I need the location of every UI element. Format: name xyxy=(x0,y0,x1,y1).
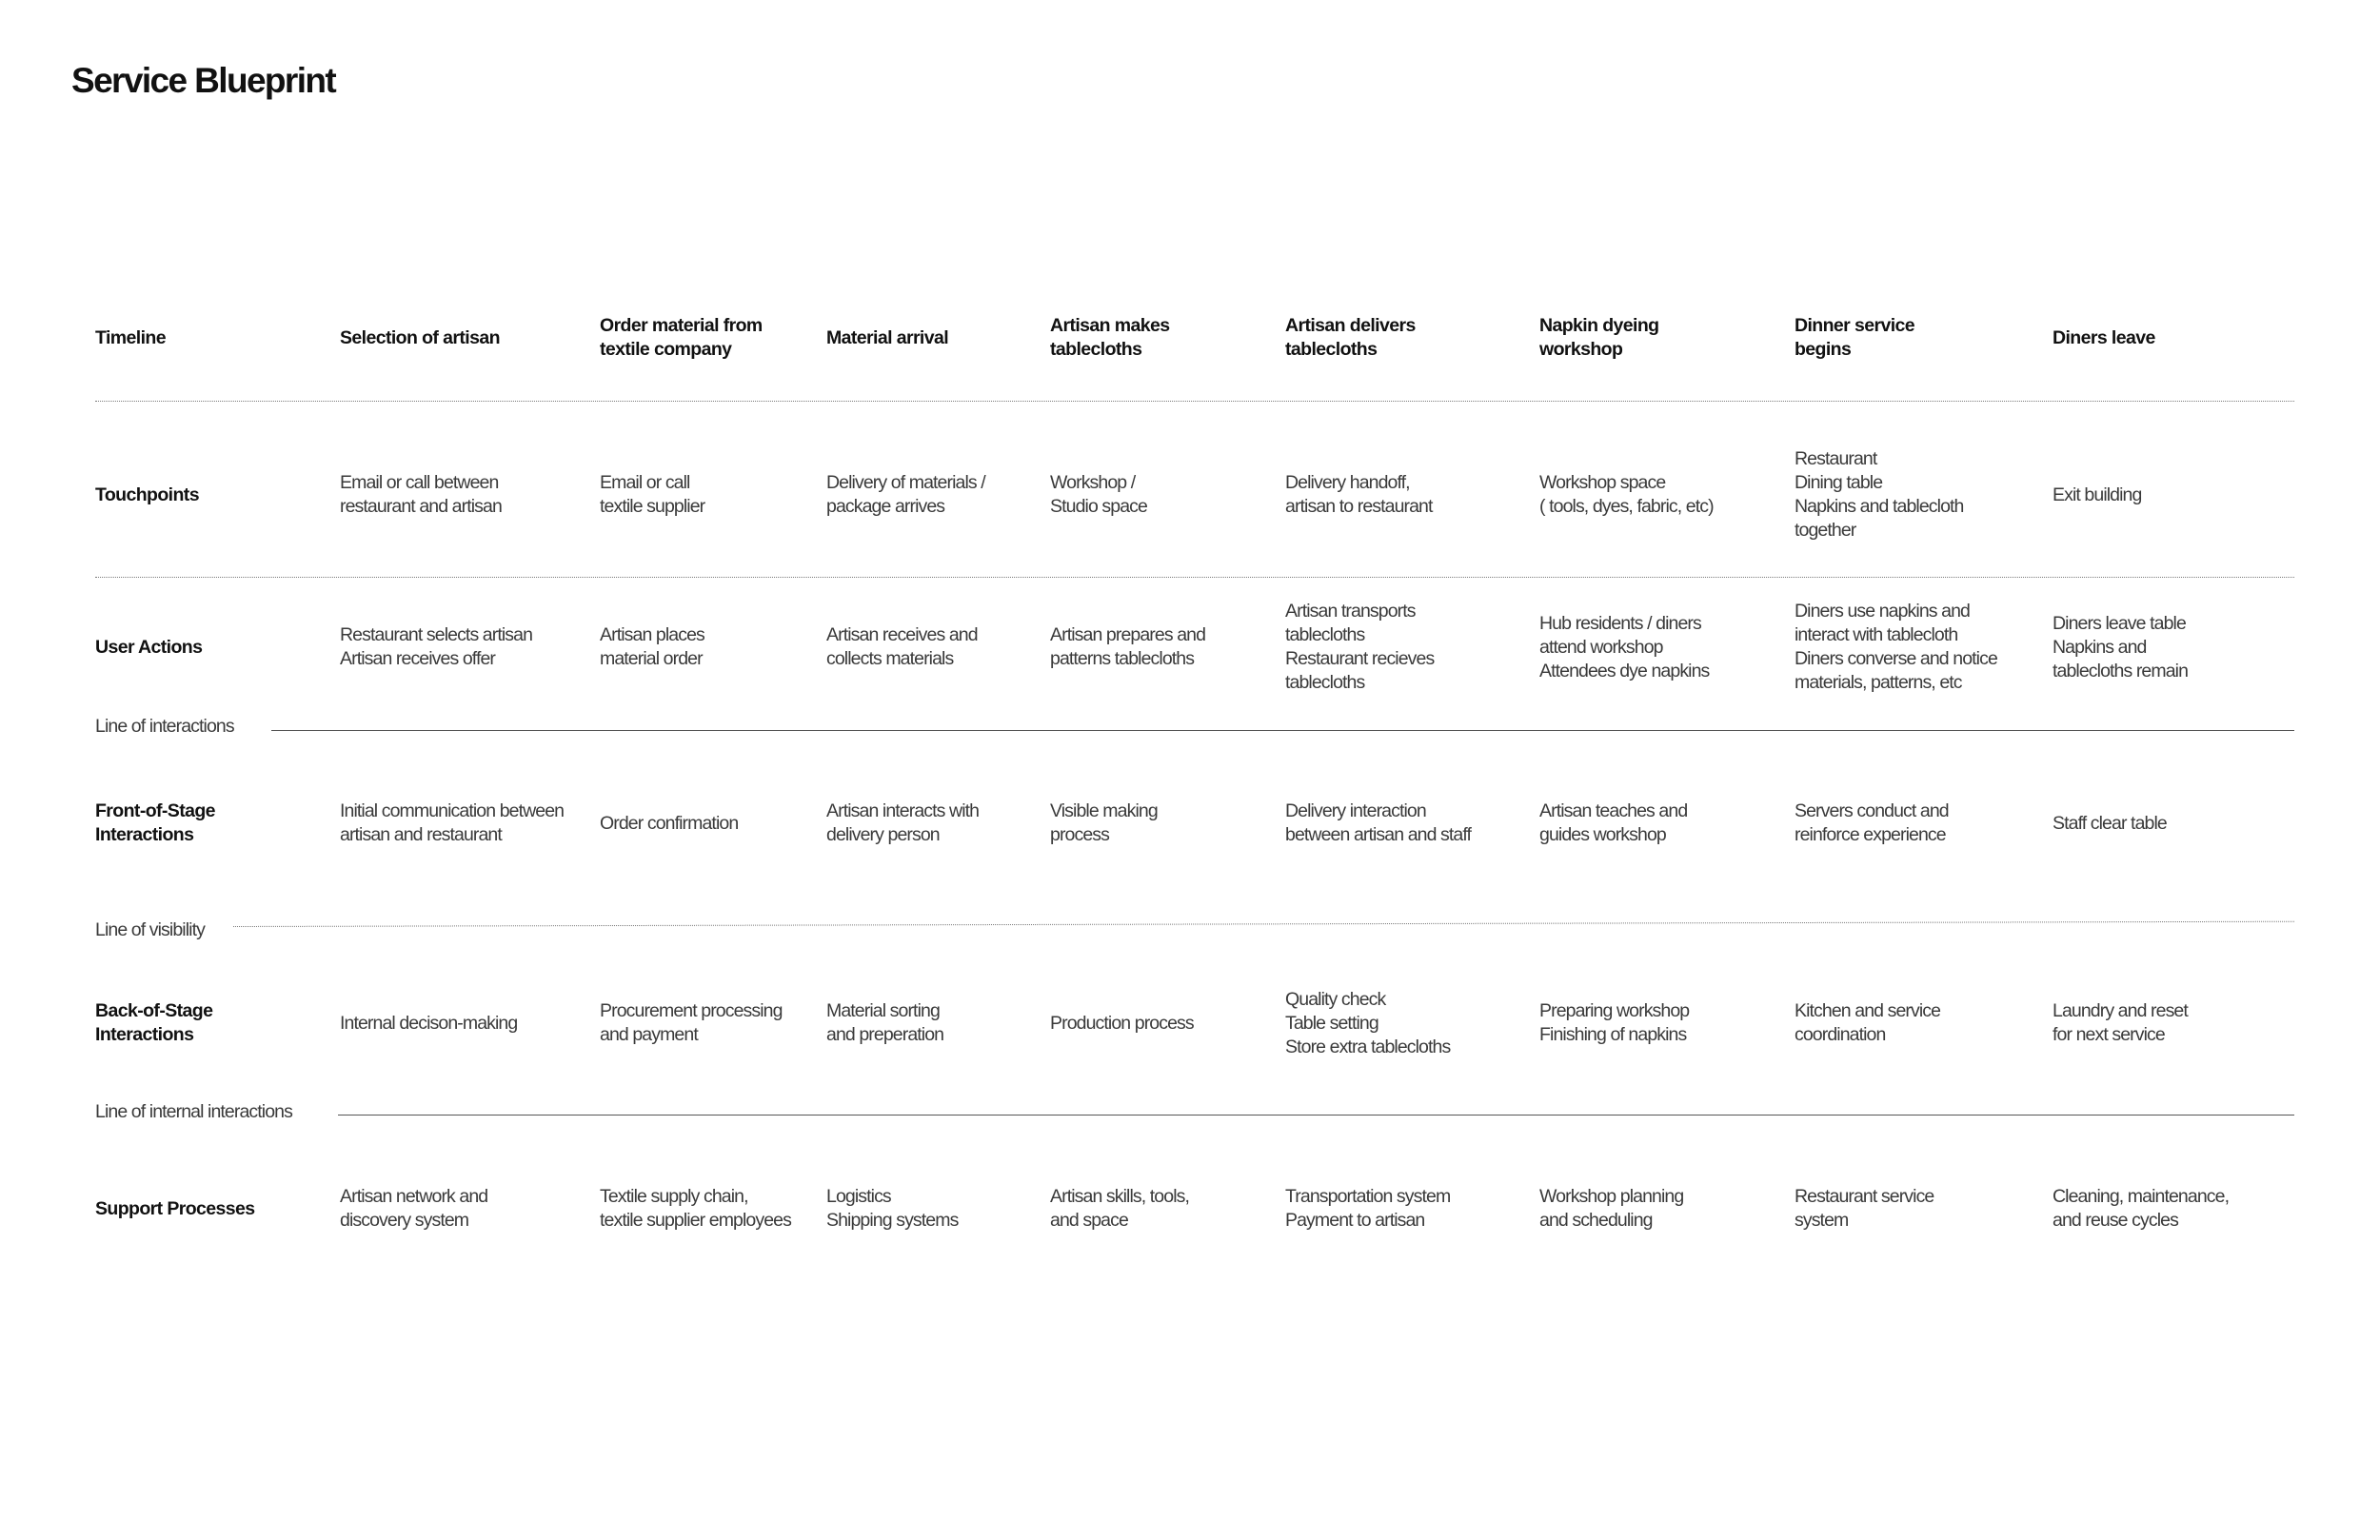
text-line: and space xyxy=(1050,1210,1128,1231)
text-line: Quality check xyxy=(1285,988,1386,1010)
text-line: attend workshop xyxy=(1539,636,1663,658)
text-line: Diners leave table xyxy=(2053,612,2186,634)
text-line: Restaurant recieves xyxy=(1285,648,1435,669)
text-line: and reuse cycles xyxy=(2053,1210,2178,1231)
row-front-stage xyxy=(0,790,2380,857)
blueprint-cell xyxy=(1795,447,1964,543)
blueprint-cell xyxy=(340,447,502,543)
blueprint-cell xyxy=(1795,790,1949,857)
text-line: coordination xyxy=(1795,1024,1886,1045)
row-user-actions xyxy=(0,600,2380,695)
blueprint-cell xyxy=(826,600,978,695)
divider-timeline xyxy=(95,401,2294,402)
blueprint-cell xyxy=(600,600,704,695)
timeline-step xyxy=(340,309,500,366)
text-line: collects materials xyxy=(826,648,954,669)
blueprint-cell xyxy=(826,447,985,543)
row-label xyxy=(95,447,199,543)
text-line: Payment to artisan xyxy=(1285,1210,1425,1231)
text-line: Interactions xyxy=(95,1024,194,1045)
text-line: tablecloths xyxy=(1285,672,1365,693)
text-line: Order confirmation xyxy=(600,812,739,834)
row-timeline xyxy=(0,309,2380,366)
page-title: Service Blueprint xyxy=(71,61,336,100)
text-line: Visible making xyxy=(1050,800,1158,821)
blueprint-cell xyxy=(2053,1180,2229,1237)
text-line: delivery person xyxy=(826,824,940,845)
text-line: and scheduling xyxy=(1539,1210,1653,1231)
timeline-step xyxy=(1539,309,1658,366)
text-line: Initial communication between xyxy=(340,800,565,821)
line-of-interactions-label: Line of interactions xyxy=(95,716,234,737)
text-line: for next service xyxy=(2053,1024,2165,1045)
blueprint-cell xyxy=(1539,447,1714,543)
text-line: Restaurant selects artisan xyxy=(340,624,533,645)
text-line: textile supplier employees xyxy=(600,1210,791,1231)
row-label xyxy=(95,1180,255,1237)
text-line: Artisan teaches and xyxy=(1539,800,1688,821)
line-of-visibility xyxy=(233,921,2294,927)
blueprint-cell xyxy=(1795,1180,1934,1237)
text-line: Workshop space xyxy=(1539,472,1666,493)
text-line: package arrives xyxy=(826,496,945,517)
text-line: process xyxy=(1050,824,1109,845)
timeline-step xyxy=(1795,309,1914,366)
text-line: reinforce experience xyxy=(1795,824,1946,845)
text-line: Napkins and xyxy=(2053,636,2147,658)
text-line: artisan and restaurant xyxy=(340,824,502,845)
text-line: Procurement processing xyxy=(600,1000,783,1021)
text-line: Table setting xyxy=(1285,1012,1378,1034)
blueprint-cell xyxy=(1539,790,1687,857)
text-line: system xyxy=(1795,1210,1849,1231)
text-line: Workshop / xyxy=(1050,472,1136,493)
text-line: Delivery interaction xyxy=(1285,800,1426,821)
text-line: restaurant and artisan xyxy=(340,496,502,517)
text-line: Selection of artisan xyxy=(340,326,500,348)
blueprint-cell xyxy=(1050,985,1194,1061)
row-label: Timeline xyxy=(95,326,166,348)
row-label xyxy=(95,985,212,1061)
blueprint-cell xyxy=(600,1180,791,1237)
text-line: Store extra tablecloths xyxy=(1285,1036,1451,1057)
blueprint-cell xyxy=(600,790,738,857)
text-line: Artisan network and xyxy=(340,1186,488,1207)
timeline-step xyxy=(2053,309,2155,366)
line-of-internal-interactions-label: Line of internal interactions xyxy=(95,1101,292,1122)
text-line: Order material from xyxy=(600,315,763,336)
text-line: tablecloths xyxy=(1285,624,1365,645)
text-line: workshop xyxy=(1539,339,1623,360)
blueprint-cell xyxy=(1285,1180,1450,1237)
text-line: Staff clear table xyxy=(2053,812,2167,834)
text-line: Front-of-Stage xyxy=(95,800,215,821)
text-line: Artisan transports xyxy=(1285,601,1416,622)
text-line: between artisan and staff xyxy=(1285,824,1472,845)
text-line: Dinner service xyxy=(1795,315,1915,336)
text-line: Internal decison-making xyxy=(340,1012,518,1034)
text-line: Attendees dye napkins xyxy=(1539,660,1710,681)
blueprint-cell xyxy=(1285,985,1450,1061)
text-line: Material arrival xyxy=(826,326,949,348)
row-label xyxy=(95,790,215,857)
blueprint-cell xyxy=(1050,600,1205,695)
text-line: Restaurant service xyxy=(1795,1186,1934,1207)
text-line: Delivery handoff, xyxy=(1285,472,1410,493)
text-line: Diners leave xyxy=(2053,326,2155,348)
text-line: Cleaning, maintenance, xyxy=(2053,1186,2230,1207)
text-line: Email or call between xyxy=(340,472,499,493)
text-line: Kitchen and service xyxy=(1795,1000,1941,1021)
blueprint-cell xyxy=(2053,447,2141,543)
blueprint-cell xyxy=(340,1180,487,1237)
text-line: textile company xyxy=(600,339,732,360)
text-line: Preparing workshop xyxy=(1539,1000,1690,1021)
text-line: Delivery of materials / xyxy=(826,472,985,493)
text-line: Textile supply chain, xyxy=(600,1186,748,1207)
text-line: Logistics xyxy=(826,1186,891,1207)
timeline-step xyxy=(1285,309,1416,366)
text-line: artisan to restaurant xyxy=(1285,496,1433,517)
text-line: interact with tablecloth xyxy=(1795,624,1958,645)
text-line: discovery system xyxy=(340,1210,469,1231)
timeline-step xyxy=(600,309,763,366)
text-line: Artisan prepares and xyxy=(1050,624,1206,645)
text-line: Artisan receives and xyxy=(826,624,978,645)
text-line: Diners use napkins and xyxy=(1795,601,1970,622)
row-back-stage xyxy=(0,985,2380,1061)
line-of-visibility-label: Line of visibility xyxy=(95,919,205,940)
blueprint-cell xyxy=(1795,985,1940,1061)
text-line: Dining table xyxy=(1795,472,1883,493)
text-line: Back-of-Stage xyxy=(95,1000,213,1021)
text-line: Shipping systems xyxy=(826,1210,959,1231)
text-line: together xyxy=(1795,520,1856,541)
divider-touchpoints xyxy=(95,577,2294,578)
text-line: Production process xyxy=(1050,1012,1194,1034)
text-line: and preperation xyxy=(826,1024,944,1045)
text-line: Touchpoints xyxy=(95,484,199,505)
text-line: Exit building xyxy=(2053,484,2142,505)
timeline-step xyxy=(1050,309,1170,366)
timeline-step xyxy=(826,309,948,366)
text-line: and payment xyxy=(600,1024,698,1045)
blueprint-cell xyxy=(1050,790,1158,857)
blueprint-cell xyxy=(600,985,783,1061)
text-line: Napkin dyeing xyxy=(1539,315,1659,336)
blueprint-cell xyxy=(1539,600,1709,695)
text-line: Artisan skills, tools, xyxy=(1050,1186,1189,1207)
blueprint-cell xyxy=(1050,447,1147,543)
text-line: guides workshop xyxy=(1539,824,1666,845)
blueprint-cell xyxy=(1539,1180,1683,1237)
text-line: Artisan receives offer xyxy=(340,648,496,669)
text-line: Artisan makes xyxy=(1050,315,1170,336)
text-line: Diners converse and notice xyxy=(1795,648,1997,669)
blueprint-cell xyxy=(1795,600,1997,695)
blueprint-cell xyxy=(600,447,704,543)
text-line: Artisan delivers xyxy=(1285,315,1416,336)
text-line: begins xyxy=(1795,339,1852,360)
text-line: Material sorting xyxy=(826,1000,940,1021)
blueprint-cell xyxy=(1050,1180,1189,1237)
text-line: tablecloths xyxy=(1050,339,1142,360)
blueprint-cell xyxy=(2053,600,2188,695)
text-line: Transportation system xyxy=(1285,1186,1451,1207)
text-line: Hub residents / diners xyxy=(1539,612,1701,634)
text-line: tablecloths remain xyxy=(2053,660,2189,681)
blueprint-cell xyxy=(826,790,979,857)
blueprint-cell xyxy=(1285,790,1471,857)
blueprint-cell xyxy=(340,600,532,695)
text-line: Finishing of napkins xyxy=(1539,1024,1687,1045)
text-line: ( tools, dyes, fabric, etc) xyxy=(1539,496,1714,517)
text-line: Artisan interacts with xyxy=(826,800,980,821)
text-line: Email or call xyxy=(600,472,690,493)
text-line: patterns tablecloths xyxy=(1050,648,1195,669)
text-line: material order xyxy=(600,648,703,669)
text-line: Support Processes xyxy=(95,1197,255,1219)
text-line: tablecloths xyxy=(1285,339,1378,360)
blueprint-cell xyxy=(1285,600,1434,695)
row-label xyxy=(95,600,202,695)
blueprint-cell xyxy=(2053,985,2188,1061)
text-line: textile supplier xyxy=(600,496,705,517)
text-line: Workshop planning xyxy=(1539,1186,1684,1207)
text-line: Servers conduct and xyxy=(1795,800,1949,821)
blueprint-cell xyxy=(340,985,517,1061)
blueprint-cell xyxy=(2053,790,2167,857)
text-line: User Actions xyxy=(95,636,203,658)
text-line: Napkins and tablecloth xyxy=(1795,496,1964,517)
blueprint-cell xyxy=(826,1180,958,1237)
text-line: Interactions xyxy=(95,824,194,845)
line-of-interactions xyxy=(271,730,2294,731)
blueprint-cell xyxy=(1539,985,1689,1061)
blueprint-cell xyxy=(340,790,564,857)
text-line: Restaurant xyxy=(1795,448,1877,469)
line-of-internal-interactions xyxy=(338,1115,2294,1116)
row-support-processes xyxy=(0,1180,2380,1237)
text-line: materials, patterns, etc xyxy=(1795,672,1962,693)
blueprint-cell xyxy=(826,985,943,1061)
text-line: Artisan places xyxy=(600,624,704,645)
text-line: Laundry and reset xyxy=(2053,1000,2188,1021)
text-line: Studio space xyxy=(1050,496,1147,517)
blueprint-cell xyxy=(1285,447,1433,543)
row-touchpoints xyxy=(0,447,2380,543)
